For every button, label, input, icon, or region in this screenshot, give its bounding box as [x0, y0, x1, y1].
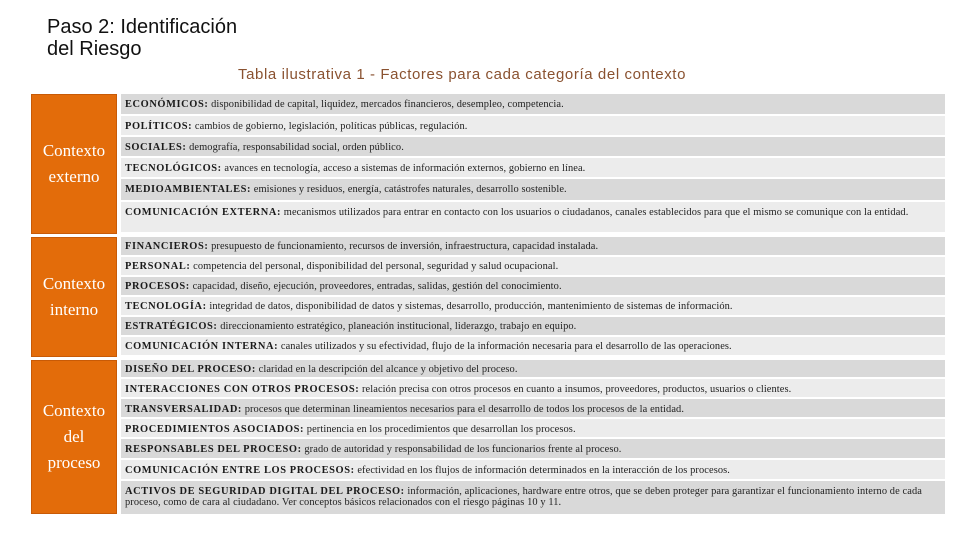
factor-key: COMUNICACIÓN ENTRE LOS PROCESOS:	[125, 465, 355, 476]
table-row	[121, 158, 945, 179]
factor-desc: mecanismos utilizados para entrar en contacto con los usuarios o ciudadanos, canales establecidos para que el mismo se comunique con la entidad.	[281, 207, 909, 218]
factor-desc: claridad en la descripción del alcance y objetivo del proceso.	[255, 364, 518, 375]
factor-key: MEDIOAMBIENTALES:	[125, 184, 252, 195]
group-contexto-interno	[31, 237, 945, 357]
table-row	[121, 94, 945, 116]
table-row	[121, 237, 945, 257]
slide-title: Paso 2: Identificación del Riesgo	[47, 16, 238, 60]
factor-desc: avances en tecnología, acceso a sistemas de información externos, gobierno en línea.	[221, 163, 586, 174]
factor-key: FINANCIEROS:	[125, 241, 209, 252]
factor-desc: direccionamiento estratégico, planeación institucional, liderazgo, trabajo en equipo.	[217, 321, 577, 332]
factor-desc: grado de autoridad y responsabilidad de los funcionarios frente al proceso.	[301, 444, 622, 455]
factor-key: SOCIALES:	[125, 142, 187, 153]
factor-key: POLÍTICOS:	[125, 121, 193, 132]
factor-desc: cambios de gobierno, legislación, políticas públicas, regulación.	[192, 121, 468, 132]
table-row	[121, 399, 945, 419]
factor-desc: integridad de datos, disponibilidad de datos y sistemas, desarrollo, producción, mantenimiento de sistemas de información.	[206, 301, 733, 312]
table-row	[121, 481, 945, 514]
factor-desc: procesos que determinan lineamientos necesarios para el desarrollo de todos los procesos de la entidad.	[242, 404, 685, 415]
factor-key: INTERACCIONES CON OTROS PROCESOS:	[125, 384, 360, 395]
factor-desc: capacidad, diseño, ejecución, proveedores, entradas, salidas, gestión del conocimiento.	[189, 281, 562, 292]
factor-desc: demografía, responsabilidad social, orden público.	[186, 142, 404, 153]
table-row	[121, 317, 945, 337]
context-factors-table	[31, 94, 945, 514]
rows-proceso	[121, 360, 945, 514]
factor-desc: efectividad en los flujos de información determinados en la interacción de los procesos.	[354, 465, 730, 476]
table-row	[121, 460, 945, 481]
factor-key: ECONÓMICOS:	[125, 99, 209, 110]
group-contexto-externo	[31, 94, 945, 234]
factor-desc: presupuesto de funcionamiento, recursos de inversión, infraestructura, capacidad instalada.	[208, 241, 599, 252]
factor-desc: competencia del personal, disponibilidad del personal, seguridad y salud ocupacional.	[190, 261, 559, 272]
table-row	[121, 419, 945, 439]
factor-desc: disponibilidad de capital, liquidez, mercados financieros, desempleo, competencia.	[208, 99, 564, 110]
factor-key: PROCESOS:	[125, 281, 190, 292]
table-row	[121, 202, 945, 234]
factor-key: COMUNICACIÓN INTERNA:	[125, 341, 279, 352]
table-row	[121, 277, 945, 297]
factor-desc: pertinencia en los procedimientos que desarrollan los procesos.	[304, 424, 576, 435]
factor-key: ACTIVOS DE SEGURIDAD DIGITAL DEL PROCESO:	[125, 486, 405, 497]
table-row	[121, 360, 945, 379]
group-label-interno: Contexto interno	[31, 237, 117, 357]
table-row	[121, 379, 945, 399]
factor-key: DISEÑO DEL PROCESO:	[125, 364, 256, 375]
factor-key: PROCEDIMIENTOS ASOCIADOS:	[125, 424, 305, 435]
rows-interno	[121, 237, 945, 357]
table-row	[121, 257, 945, 277]
rows-externo	[121, 94, 945, 234]
table-row	[121, 116, 945, 137]
table-row	[121, 179, 945, 202]
factor-key: COMUNICACIÓN EXTERNA:	[125, 207, 282, 218]
factor-key: TECNOLOGÍA:	[125, 301, 207, 312]
factor-key: ESTRATÉGICOS:	[125, 321, 218, 332]
group-label-proceso: Contexto del proceso	[31, 360, 117, 514]
table-row	[121, 439, 945, 460]
table-caption: Tabla ilustrativa 1 - Factores para cada categoría del contexto	[238, 66, 687, 83]
factor-key: RESPONSABLES DEL PROCESO:	[125, 444, 302, 455]
factor-desc: canales utilizados y su efectividad, flujo de la información necesaria para el desarrollo de las operaciones.	[278, 341, 732, 352]
table-row	[121, 137, 945, 158]
factor-desc: relación precisa con otros procesos en cuanto a insumos, proveedores, productos, usuarios o clientes.	[359, 384, 792, 395]
factor-key: TRANSVERSALIDAD:	[125, 404, 242, 415]
factor-desc: información, aplicaciones, hardware entre otros, que se deben proteger para garantizar el funcionamiento interno de cada proceso, como de cara al ciudadano. Ver conceptos básicos relacionados con el riesgo páginas 10 y 11.	[125, 486, 922, 508]
group-label-externo: Contexto externo	[31, 94, 117, 234]
group-contexto-proceso	[31, 360, 945, 514]
factor-desc: emisiones y residuos, energía, catástrofes naturales, desarrollo sostenible.	[251, 184, 567, 195]
factor-key: TECNOLÓGICOS:	[125, 163, 222, 174]
factor-key: PERSONAL:	[125, 261, 191, 272]
table-row	[121, 297, 945, 317]
table-row	[121, 337, 945, 357]
